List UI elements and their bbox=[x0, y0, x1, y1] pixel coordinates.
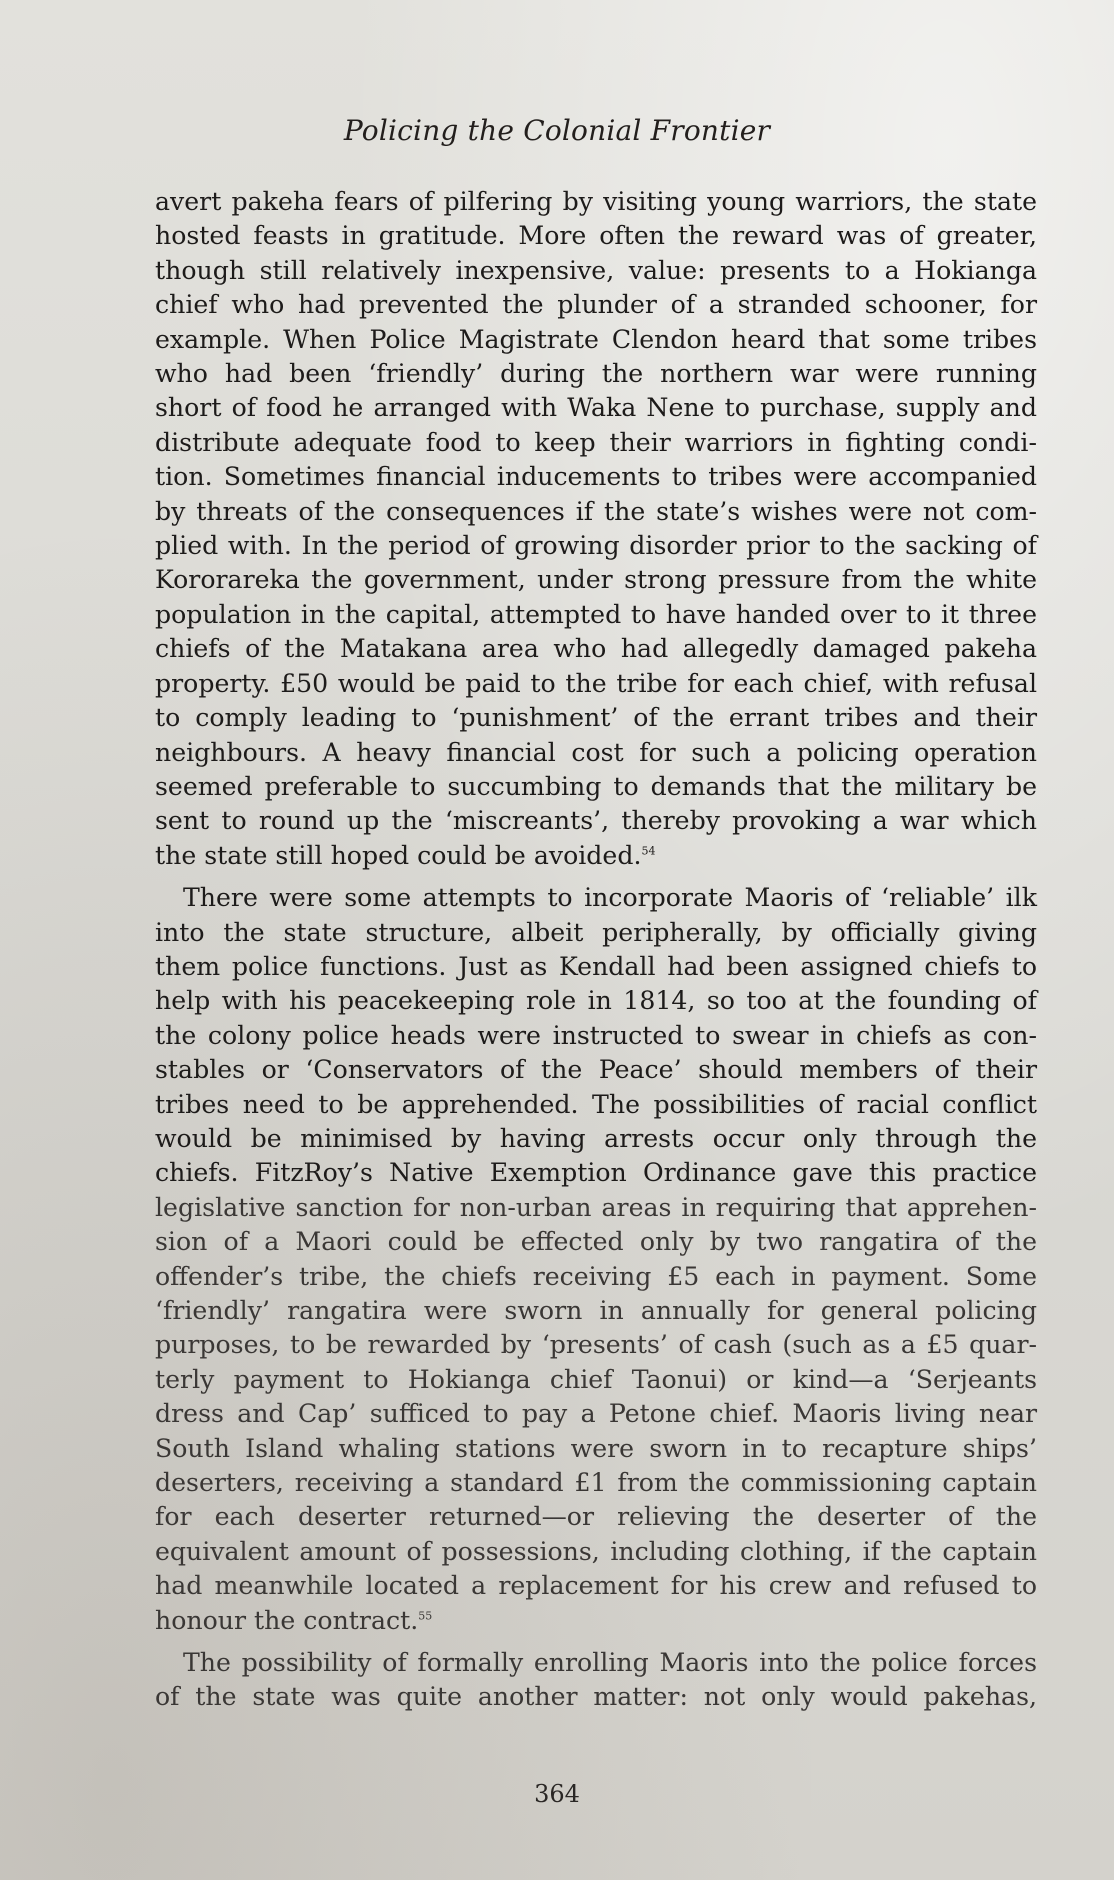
text-line: avert pakeha fears of pilfering by visiting young warriors, the state bbox=[155, 187, 1037, 216]
text-line: chief who had prevented the plunder of a stranded schooner, for bbox=[155, 290, 1037, 320]
body-text bbox=[155, 185, 1037, 1715]
paragraph-2 bbox=[155, 881, 1037, 1638]
text-line: stables or ‘Conservators of the Peace’ should members of their bbox=[155, 1055, 1037, 1085]
text-line: example. When Police Magistrate Clendon heard that some tribes bbox=[155, 324, 1037, 354]
text-line: sent to round up the ‘miscreants’, thereby provoking a war which bbox=[155, 806, 1037, 836]
text-line: the colony police heads were instructed to swear in chiefs as con- bbox=[155, 1020, 1037, 1050]
text-line: hosted feasts in gratitude. More often the reward was of greater, bbox=[155, 221, 1037, 251]
text-line: neighbours. A heavy financial cost for such a policing operation bbox=[155, 737, 1037, 767]
text-line: for each deserter returned—or relieving the deserter of the bbox=[155, 1502, 1037, 1532]
text-line: help with his peacekeeping role in 1814, so too at the founding of bbox=[155, 986, 1037, 1016]
text-line: legislative sanction for non-urban areas in requiring that apprehen- bbox=[155, 1192, 1037, 1222]
text-line: terly payment to Hokianga chief Taonui) or kind—a ‘Serjeants bbox=[155, 1364, 1037, 1394]
text-line: to comply leading to ‘punishment’ of the errant tribes and their bbox=[155, 703, 1037, 733]
text-line bbox=[155, 839, 1037, 873]
text-line: There were some attempts to incorporate Maoris of ‘reliable’ ilk bbox=[183, 883, 1037, 913]
text-line: offender’s tribe, the chiefs receiving £5 each in payment. Some bbox=[155, 1261, 1037, 1291]
line-text: the state still hoped could be avoided. bbox=[155, 840, 642, 870]
text-line: deserters, receiving a standard £1 from the commissioning captain bbox=[155, 1468, 1037, 1498]
text-line: into the state structure, albeit peripherally, by officially giving bbox=[155, 917, 1037, 947]
text-line: tribes need to be apprehended. The possibilities of racial conflict bbox=[155, 1089, 1037, 1119]
page-number: 364 bbox=[534, 1780, 580, 1808]
text-line: The possibility of formally enrolling Maoris into the police forces bbox=[183, 1648, 1037, 1678]
footnote-ref: 54 bbox=[641, 844, 656, 858]
paragraph-1 bbox=[155, 185, 1037, 873]
text-line: would be minimised by having arrests occur only through the bbox=[155, 1123, 1037, 1153]
text-line: seemed preferable to succumbing to demands that the military be bbox=[155, 771, 1037, 801]
text-line: by threats of the consequences if the state’s wishes were not com- bbox=[155, 496, 1037, 526]
text-line: population in the capital, attempted to have handed over to it three bbox=[155, 599, 1037, 629]
text-line: had meanwhile located a replacement for his crew and refused to bbox=[155, 1571, 1037, 1601]
line-text: honour the contract. bbox=[155, 1605, 419, 1635]
footnote-ref: 55 bbox=[418, 1609, 433, 1623]
text-line: of the state was quite another matter: not only would pakehas, bbox=[155, 1682, 1037, 1712]
text-line: South Island whaling stations were sworn in to recapture ships’ bbox=[155, 1433, 1037, 1463]
text-line: plied with. In the period of growing disorder prior to the sacking of bbox=[155, 531, 1037, 561]
running-head: Policing the Colonial Frontier bbox=[343, 114, 771, 147]
text-line: chiefs of the Matakana area who had allegedly damaged pakeha bbox=[155, 634, 1037, 664]
text-line: ‘friendly’ rangatira were sworn in annually for general policing bbox=[155, 1296, 1037, 1325]
paragraph-3 bbox=[155, 1646, 1037, 1715]
text-line: equivalent amount of possessions, including clothing, if the captain bbox=[155, 1536, 1037, 1566]
text-line: sion of a Maori could be effected only by two rangatira of the bbox=[155, 1227, 1037, 1257]
text-line: chiefs. FitzRoy’s Native Exemption Ordinance gave this practice bbox=[155, 1158, 1037, 1188]
text-line: who had been ‘friendly’ during the northern war were running bbox=[155, 359, 1037, 389]
text-line: them police functions. Just as Kendall had been assigned chiefs to bbox=[155, 951, 1037, 981]
text-line: property. £50 would be paid to the tribe for each chief, with refusal bbox=[155, 668, 1037, 698]
text-line: dress and Cap’ sufficed to pay a Petone chief. Maoris living near bbox=[155, 1399, 1037, 1429]
text-line: though still relatively inexpensive, value: presents to a Hokianga bbox=[155, 255, 1037, 285]
text-line: purposes, to be rewarded by ‘presents’ of cash (such as a £5 quar- bbox=[155, 1330, 1037, 1360]
text-line: tion. Sometimes financial inducements to tribes were accompanied bbox=[155, 462, 1037, 492]
text-line: distribute adequate food to keep their warriors in fighting condi- bbox=[155, 427, 1037, 457]
text-line: short of food he arranged with Waka Nene to purchase, supply and bbox=[155, 393, 1037, 423]
text-line: Kororareka the government, under strong pressure from the white bbox=[155, 565, 1037, 595]
text-line bbox=[155, 1604, 1037, 1638]
